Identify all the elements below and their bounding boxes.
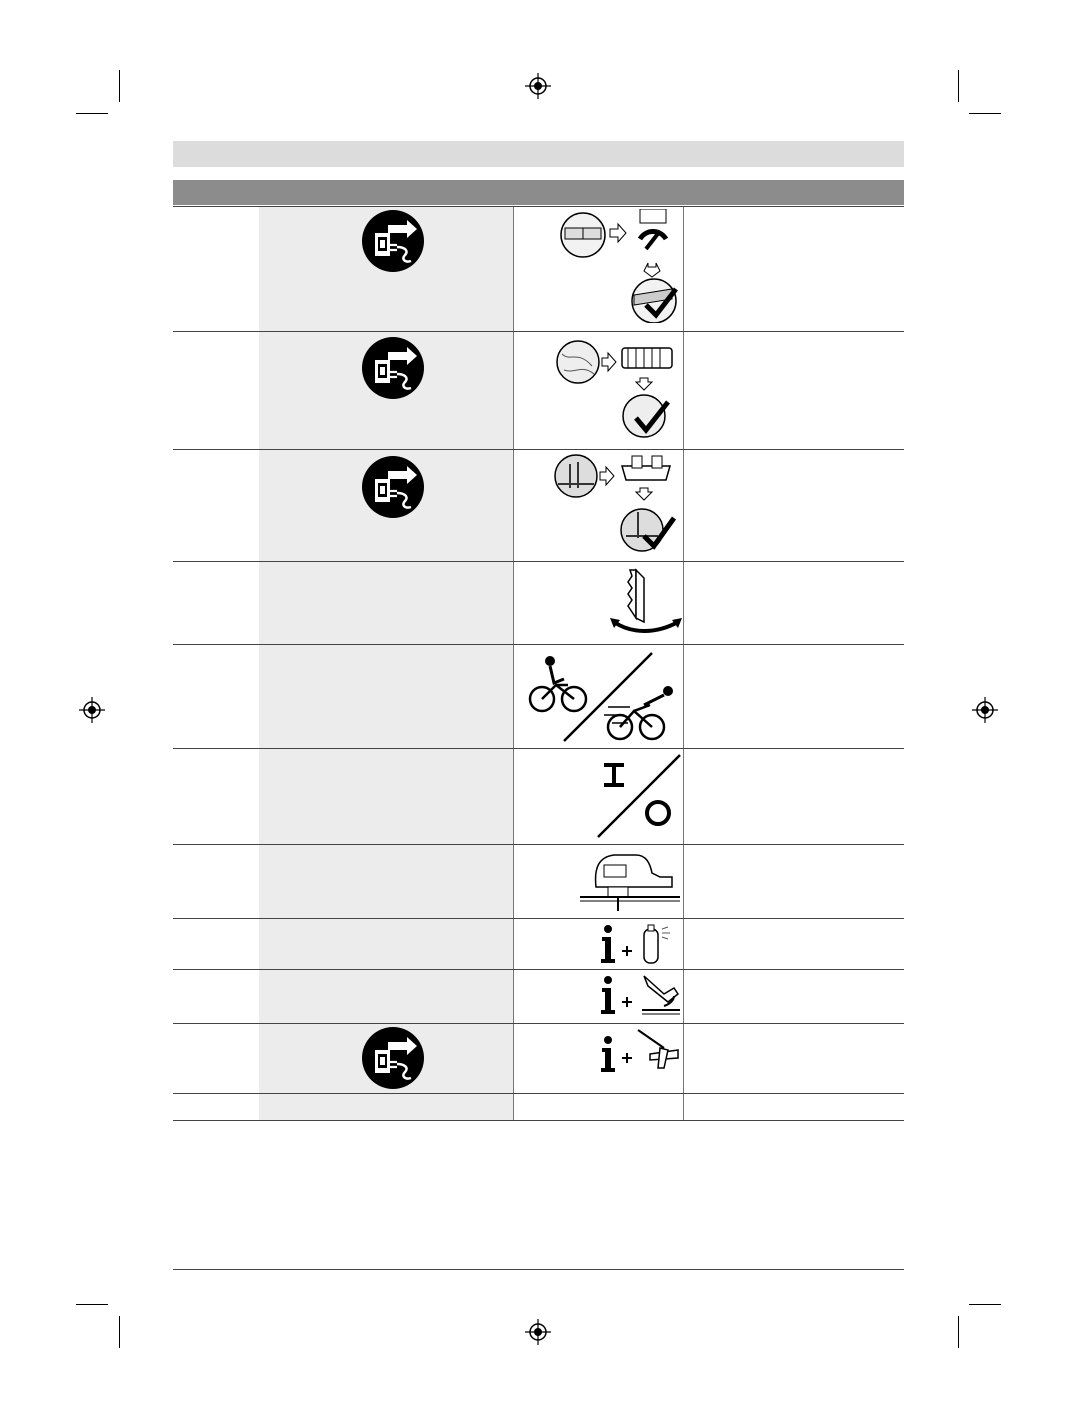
step-cell xyxy=(173,970,259,1023)
crop-mark xyxy=(119,1316,120,1348)
registration-mark-icon xyxy=(79,697,105,723)
table-row xyxy=(173,1094,904,1121)
action-cell xyxy=(259,1094,513,1120)
step-cell xyxy=(173,1094,259,1120)
jigsaw-cutting-icon xyxy=(578,851,682,913)
note-cell xyxy=(683,645,904,748)
table-row xyxy=(173,562,904,645)
action-cell xyxy=(259,207,513,331)
pictogram-cell xyxy=(513,1094,683,1120)
note-cell xyxy=(683,919,904,969)
info-accessory-icon xyxy=(598,1028,682,1074)
crop-mark xyxy=(958,1316,959,1348)
note-cell xyxy=(683,970,904,1023)
crop-mark xyxy=(958,70,959,102)
action-cell xyxy=(259,970,513,1023)
on-off-switch-icon xyxy=(596,753,682,839)
table-top-rule xyxy=(173,206,904,207)
action-cell xyxy=(259,450,513,561)
table-row xyxy=(173,919,904,970)
footer-rule xyxy=(173,1269,904,1270)
unplug-icon xyxy=(361,455,425,519)
table-row xyxy=(173,749,904,845)
action-cell xyxy=(259,1024,513,1093)
registration-mark-icon xyxy=(525,1319,551,1345)
registration-mark-icon xyxy=(972,697,998,723)
action-cell xyxy=(259,749,513,844)
speed-preselection-icon xyxy=(528,649,682,743)
table-row xyxy=(173,845,904,919)
header-band xyxy=(173,141,904,167)
step-cell xyxy=(173,919,259,969)
pictogram-cell xyxy=(513,919,683,969)
base-plate-fine-cut-icon xyxy=(556,340,680,440)
note-cell xyxy=(683,332,904,449)
crop-mark xyxy=(76,1304,108,1305)
crop-mark xyxy=(969,1304,1001,1305)
note-cell xyxy=(683,562,904,644)
action-cell xyxy=(259,919,513,969)
action-cell xyxy=(259,562,513,644)
note-cell xyxy=(683,450,904,561)
registration-mark-icon xyxy=(525,73,551,99)
table-row xyxy=(173,1024,904,1094)
unplug-icon xyxy=(361,209,425,273)
step-cell xyxy=(173,207,259,331)
splinter-guard-icon xyxy=(554,454,680,554)
table-row xyxy=(173,332,904,450)
unplug-icon xyxy=(361,336,425,400)
step-cell xyxy=(173,749,259,844)
action-cell xyxy=(259,645,513,748)
step-cell xyxy=(173,645,259,748)
crop-mark xyxy=(119,70,120,102)
step-cell xyxy=(173,562,259,644)
pictogram-cell xyxy=(513,645,683,748)
orbital-action-icon xyxy=(610,566,682,638)
pictogram-cell xyxy=(513,450,683,561)
step-cell xyxy=(173,332,259,449)
blade-mounting-adjust-icon xyxy=(560,209,682,323)
crop-mark xyxy=(76,113,108,114)
pictogram-cell xyxy=(513,207,683,331)
table-row xyxy=(173,207,904,332)
instruction-table xyxy=(173,207,904,1121)
note-cell xyxy=(683,1024,904,1093)
pictogram-cell xyxy=(513,970,683,1023)
note-cell xyxy=(683,845,904,918)
pictogram-cell xyxy=(513,332,683,449)
pictogram-cell xyxy=(513,562,683,644)
action-cell xyxy=(259,332,513,449)
step-cell xyxy=(173,450,259,561)
table-row xyxy=(173,645,904,749)
note-cell xyxy=(683,1094,904,1120)
note-cell xyxy=(683,749,904,844)
crop-mark xyxy=(969,113,1001,114)
pictogram-cell xyxy=(513,1024,683,1093)
table-row xyxy=(173,970,904,1024)
info-bevel-angle-icon xyxy=(598,974,682,1018)
section-band xyxy=(173,180,904,205)
action-cell xyxy=(259,845,513,918)
step-cell xyxy=(173,845,259,918)
pictogram-cell xyxy=(513,845,683,918)
unplug-icon xyxy=(361,1026,425,1090)
info-lubricant-icon xyxy=(598,923,682,965)
step-cell xyxy=(173,1024,259,1093)
table-row xyxy=(173,450,904,562)
pictogram-cell xyxy=(513,749,683,844)
note-cell xyxy=(683,207,904,331)
